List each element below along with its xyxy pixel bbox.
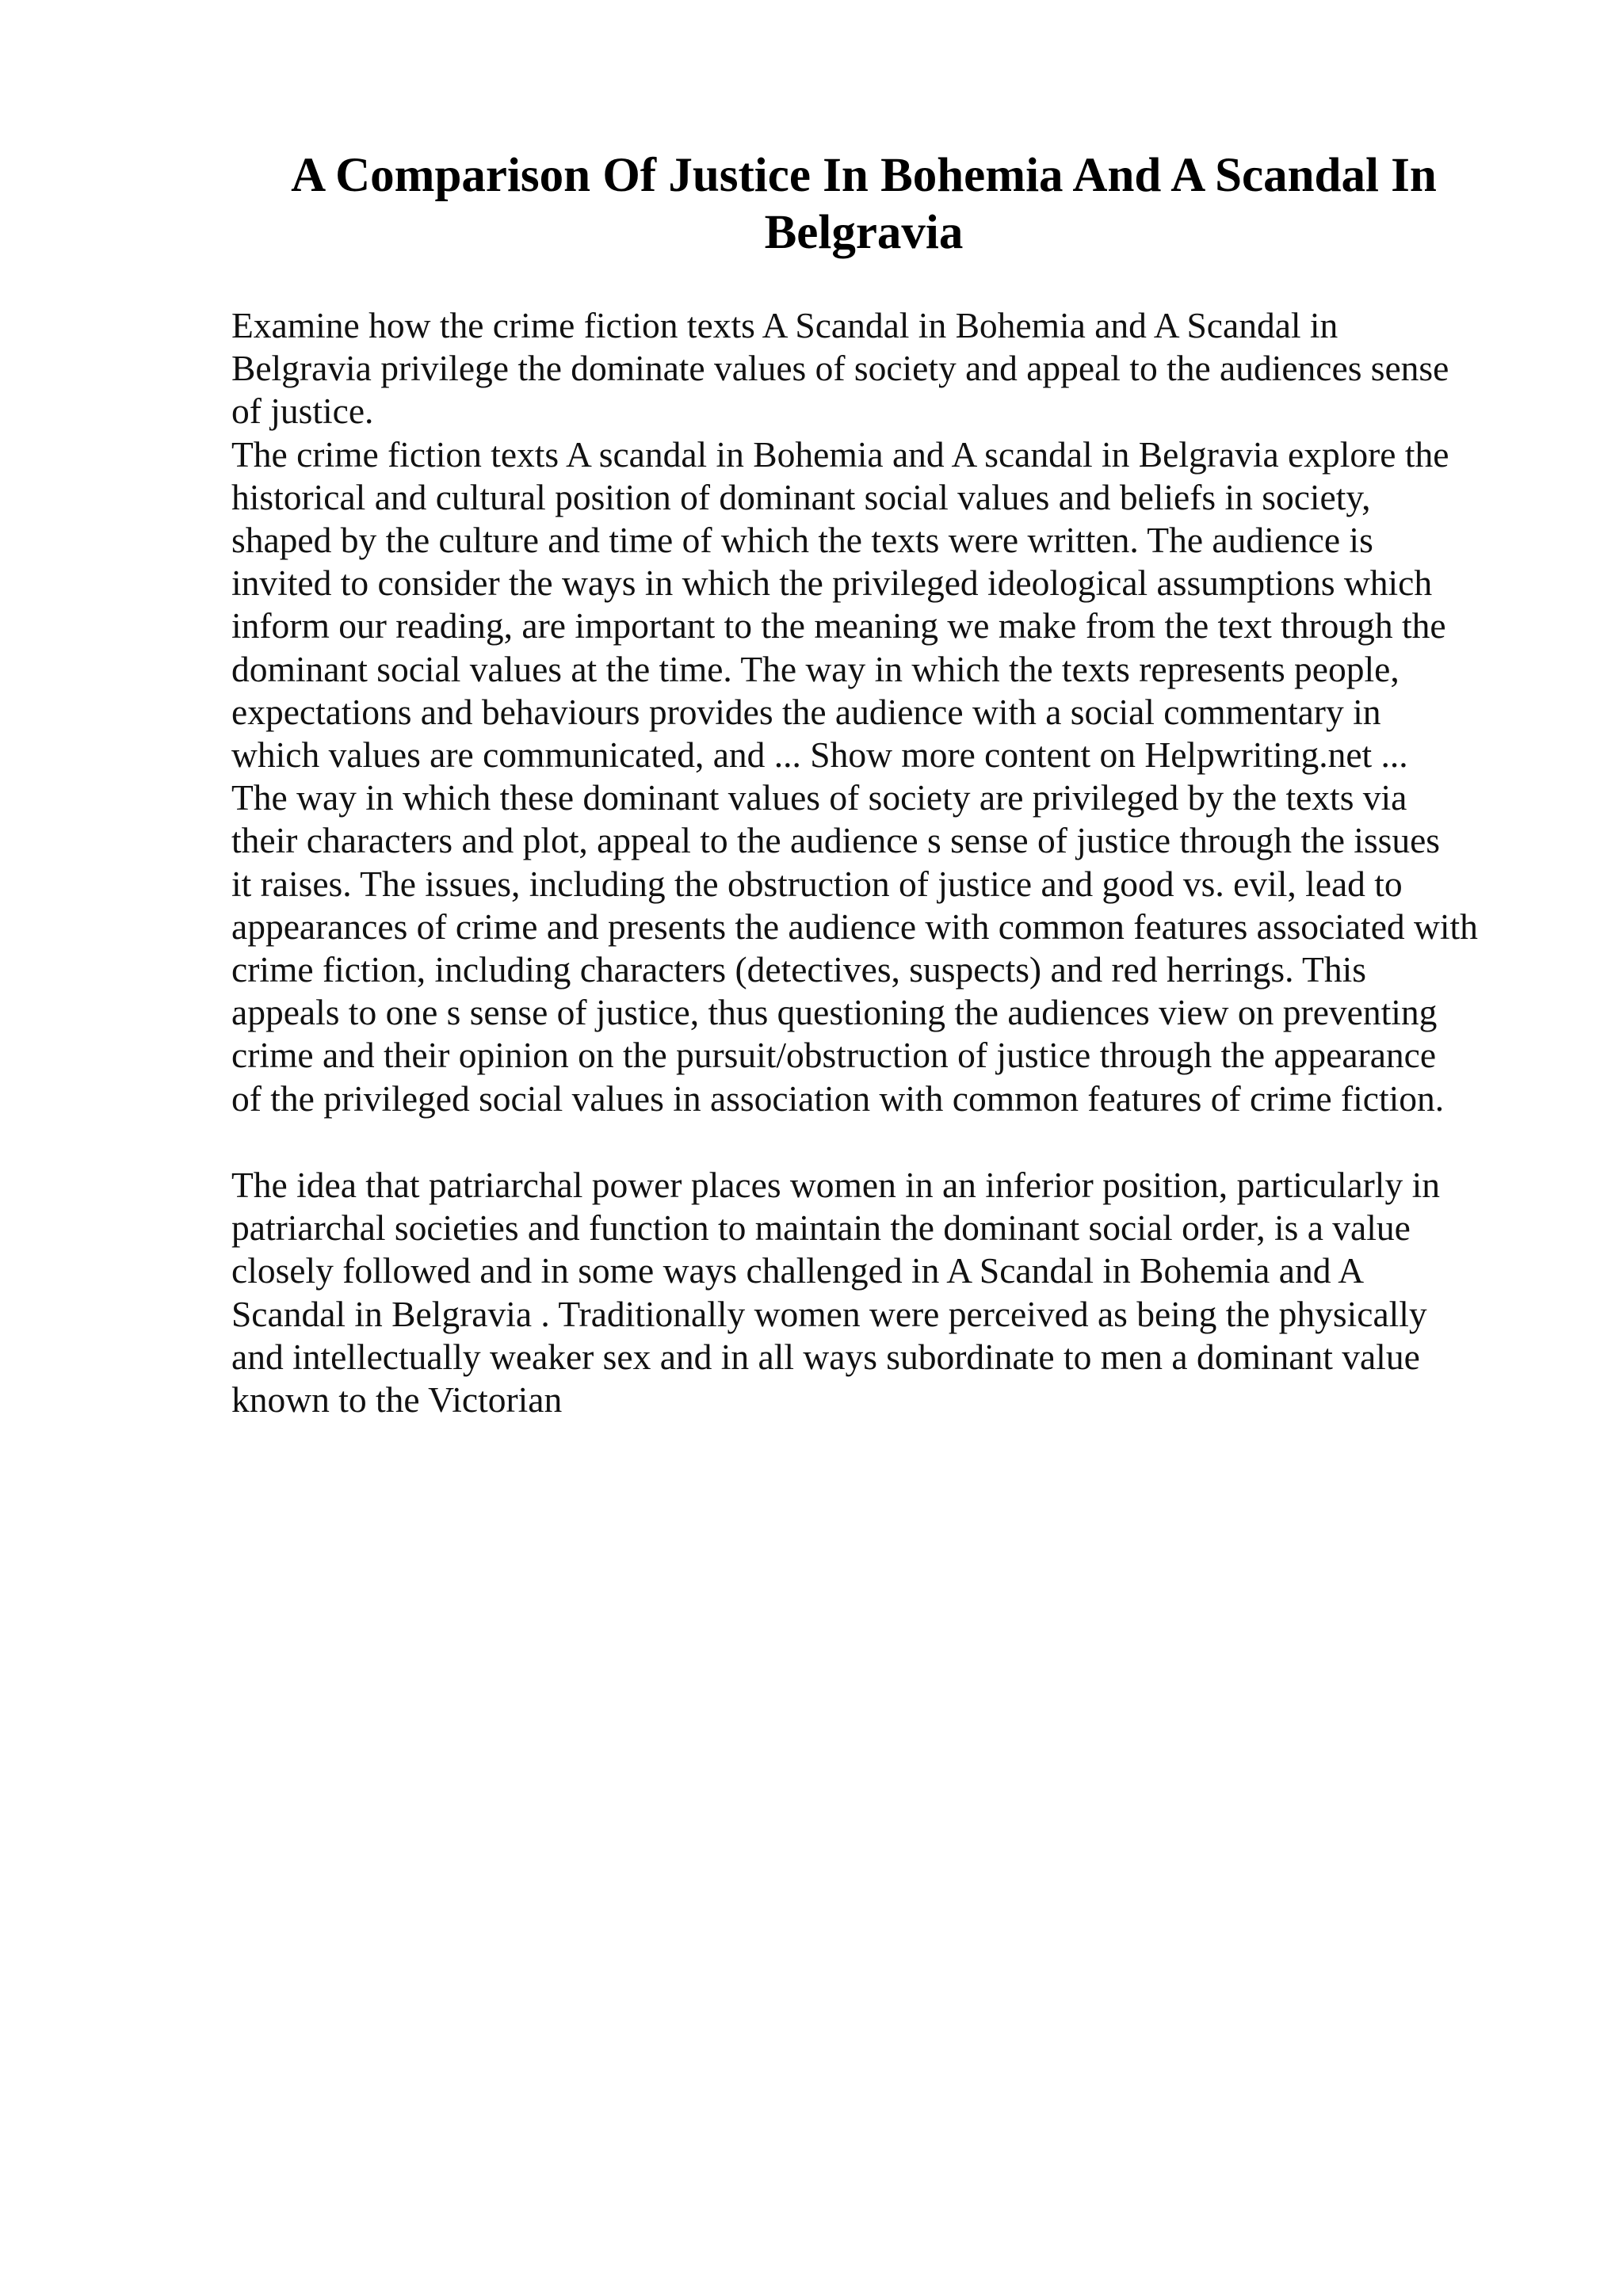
body-paragraph-1: Examine how the crime fiction texts A Scandal in Bohemia and A Scandal in Belgravia privilege the dominate values of society and appeal to the audiences sense of justice. The crime fiction texts A scandal in Bohemia and A scandal in Belgravia explore the historical and cultural position of dominant social values and beliefs in society, shaped by the culture and time of which the texts were written. The audience is invited to consider the ways in which the privileged ideological assumptions which inform our reading, are important to the meaning we make from the text through the dominant social values at the time. The way in which the texts represents people, expectations and behaviours provides the audience with a social commentary in which values are communicated, and ... Show more content on Helpwriting.net ... The way in which these dominant values of society are privileged by the texts via their characters and plot, appeal to the audience s sense of justice through the issues it raises. The issues, including the obstruction of justice and good vs. evil, lead to appearances of crime and presents the audience with common features associated with crime fiction, including characters (detectives, suspects) and red herrings. This appeals to one s sense of justice, thus questioning the audiences view on preventing crime and their opinion on the pursuit/obstruction of justice through the appearance of the privileged social values in association with common features of crime fiction. (231, 305, 1478, 1119)
body-paragraph-2: The idea that patriarchal power places women in an inferior position, particularly in patriarchal societies and function to maintain the dominant social order, is a value closely followed and in some ways challenged in A Scandal in Bohemia and A Scandal in Belgravia . Traditionally women were perceived as being the physically and intellectually weaker sex and in all ways subordinate to men a dominant value known to the Victorian (231, 1165, 1440, 1421)
document-title: A Comparison Of Justice In Bohemia And A Scandal In Belgravia (291, 149, 1437, 259)
